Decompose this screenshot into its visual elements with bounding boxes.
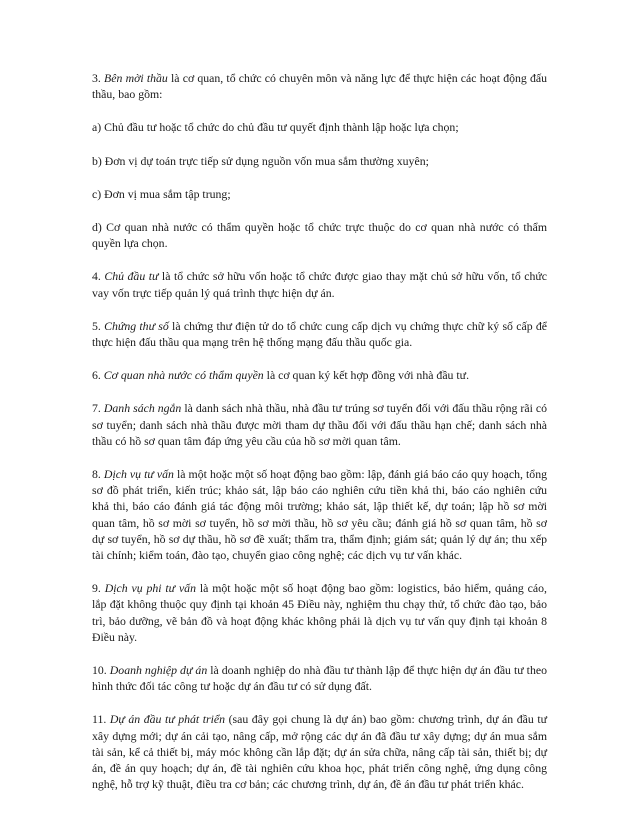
paragraph-text: a) Chủ đầu tư hoặc tổ chức do chủ đầu tư quyết định thành lập hoặc lựa chọn; [92,120,459,135]
document-body [92,70,547,810]
paragraph-text: là danh sách nhà thầu, nhà đầu tư trúng sơ tuyển đối với đấu thầu rộng rãi có sơ tuyển; danh sách nhà thầu được mời tham dự thầu đối với đấu thầu hạn chế; danh sách nhà thầu có hồ sơ quan tâm đáp ứng yêu cầu của hồ sơ mời quan tâm. [92,401,548,448]
paragraph-text: d) Cơ quan nhà nước có thẩm quyền hoặc tổ chức trực thuộc do cơ quan nhà nước có thẩm quyền lựa chọn. [92,220,547,251]
definition-paragraph [92,70,547,102]
clause-number: 7. [92,401,104,416]
defined-term: Danh sách ngắn [103,401,182,416]
paragraph-text: là một hoặc một số hoạt động bao gồm: lập, đánh giá báo cáo quy hoạch, tổng sơ đồ phát triển, kiến trúc; khảo sát, lập báo cáo nghiên cứu tiền khả thi, báo cáo nghiên cứu khả thi, báo cáo đánh giá tác động môi trường; khảo sát, lập thiết kế, dự toán; lập hồ sơ mời quan tâm, hồ sơ mời sơ tuyển, hồ sơ mời thầu, hồ sơ yêu cầu; đánh giá hồ sơ quan tâm, hồ sơ dự sơ tuyển, hồ sơ dự thầu, hồ sơ đề xuất; thẩm tra, thẩm định; giám sát; quản lý dự án; thu xếp tài chính; kiểm toán, đào tạo, chuyển giao công nghệ; các dịch vụ tư vấn khác. [92,467,547,563]
definition-paragraph [92,662,547,694]
paragraph-text: là doanh nghiệp do nhà đầu tư thành lập để thực hiện dự án đầu tư theo hình thức đối tác công tư hoặc dự án đầu tư có sử dụng đất. [92,663,547,694]
clause-number: 5. [92,318,105,333]
clause-number: 3. [92,71,105,85]
definition-paragraph [92,400,547,449]
definition-paragraph [92,268,547,300]
defined-term: Chủ đầu tư [104,269,159,284]
definition-paragraph [92,186,547,202]
definition-paragraph [92,711,547,792]
definition-paragraph [92,119,547,135]
clause-number: 11. [92,712,110,727]
paragraph-text: b) Đơn vị dự toán trực tiếp sử dụng nguồn vốn mua sắm thường xuyên; [92,153,429,168]
clause-number: 4. [92,269,105,284]
definition-paragraph [92,367,547,383]
definition-paragraph [92,318,547,350]
definition-paragraph [92,466,547,563]
clause-number: 9. [92,581,105,596]
defined-term: Bên mời thầu [104,71,168,85]
paragraph-text: (sau đây gọi chung là dự án) bao gồm: chương trình, dự án đầu tư xây dựng mới; dự án cải tạo, nâng cấp, mở rộng các dự án đã đầu tư xây dựng; dự án mua sắm tài sản, kể cả thiết bị, máy móc không cần lắp đặt; dự án sửa chữa, nâng cấp tài sản, thiết bị; dự án, đề án quy hoạch; dự án, đề tài nghiên cứu khoa học, phát triển công nghệ, ứng dụng công nghệ, hỗ trợ kỹ thuật, điều tra cơ bản; các chương trình, dự án, đề án đầu tư phát triển khác. [92,712,547,792]
paragraph-text: là chứng thư điện tử do tổ chức cung cấp dịch vụ chứng thực chữ ký số cấp để thực hiện đấu thầu qua mạng trên hệ thống mạng đấu thầu quốc gia. [92,318,547,350]
paragraph-text: c) Đơn vị mua sắm tập trung; [92,186,231,201]
defined-term: Chứng thư số [104,318,169,333]
clause-number: 10. [92,663,110,678]
paragraph-text: là tổ chức sở hữu vốn hoặc tổ chức được giao thay mặt chủ sở hữu vốn, tổ chức vay vốn trực tiếp quản lý quá trình thực hiện dự án. [92,269,547,300]
defined-term: Dịch vụ phi tư vấn [104,581,196,596]
defined-term: Cơ quan nhà nước có thẩm quyền [103,368,264,383]
defined-term: Doanh nghiệp dự án [109,663,208,678]
paragraph-text: là cơ quan ký kết hợp đồng với nhà đầu tư. [263,368,470,383]
clause-number: 6. [92,368,104,383]
definition-paragraph [92,219,547,251]
paragraph-text: là một hoặc một số hoạt động bao gồm: logistics, bảo hiểm, quảng cáo, lắp đặt không thuộc quy định tại khoản 45 Điều này, nghiệm thu chạy thử, tổ chức đào tạo, bảo trì, bảo dưỡng, vẽ bản đồ và hoạt động khác không phải là dịch vụ tư vấn quy định tại khoản 8 Điều này. [92,581,548,644]
defined-term: Dịch vụ tư vấn [103,467,174,482]
definition-paragraph [92,580,547,645]
clause-number: 8. [92,467,104,482]
defined-term: Dự án đầu tư phát triển [109,712,226,727]
definition-paragraph [92,153,547,169]
paragraph-text: là cơ quan, tổ chức có chuyên môn và năng lực để thực hiện các hoạt động đấu thầu, bao gồm: [92,71,548,102]
